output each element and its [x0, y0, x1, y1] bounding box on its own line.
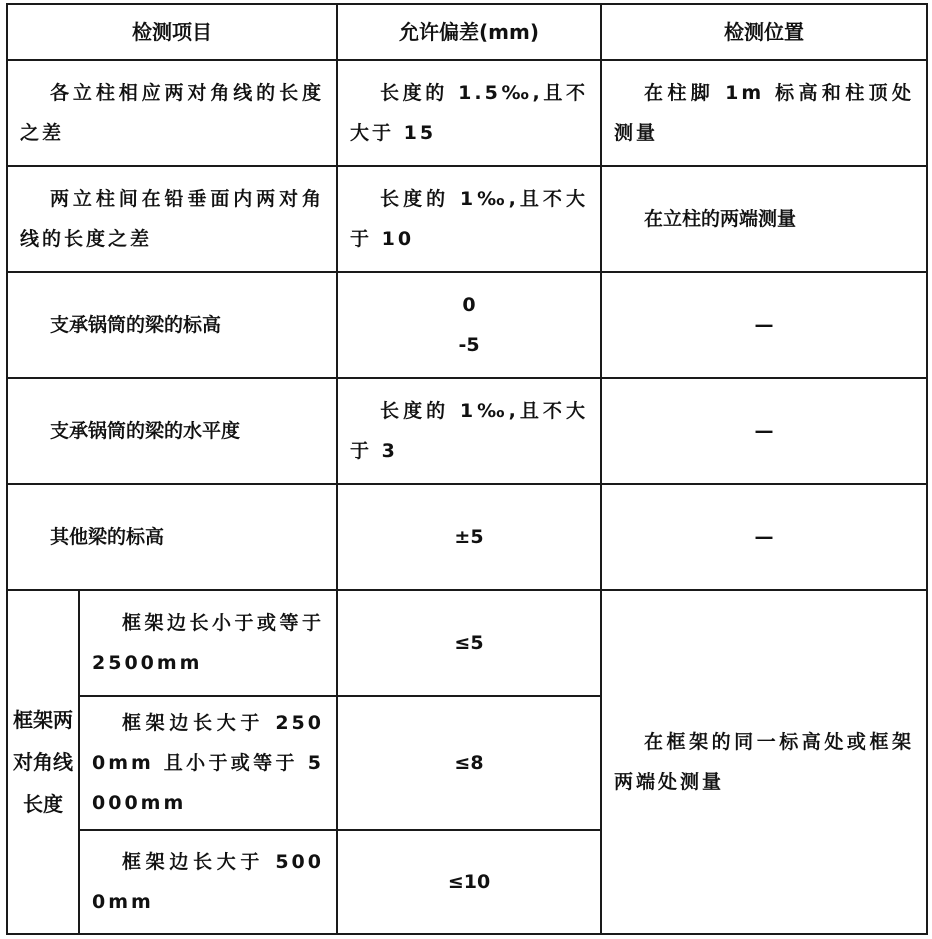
table-row	[7, 60, 927, 166]
frame-subrow-item: 框架边长大于 2500mm 且小于或等于 5000mm	[79, 696, 337, 830]
frame-subrow-tolerance: ≤10	[337, 830, 601, 934]
frame-group-location: 在框架的同一标高处或框架两端处测量	[601, 590, 927, 934]
row-tolerance: 长度的 1‰,且不大于 10	[337, 166, 601, 272]
header-item: 检测项目	[7, 4, 337, 60]
row-item: 支承锅筒的梁的水平度	[7, 378, 337, 484]
frame-subrow-item: 框架边长大于 5000mm	[79, 830, 337, 934]
frame-subrow-item: 框架边长小于或等于 2500mm	[79, 590, 337, 696]
row-location: —	[601, 272, 927, 378]
row-tolerance: 长度的 1‰,且不大于 3	[337, 378, 601, 484]
table-row	[7, 378, 927, 484]
frame-subrow-tolerance: ≤5	[337, 590, 601, 696]
row-tolerance: 0 -5	[337, 272, 601, 378]
row-location: —	[601, 378, 927, 484]
header-row	[7, 4, 927, 60]
inspection-table	[6, 3, 928, 935]
row-tolerance: ±5	[337, 484, 601, 590]
frame-subrow-tolerance: ≤8	[337, 696, 601, 830]
row-location: 在立柱的两端测量	[601, 166, 927, 272]
row-item: 各立柱相应两对角线的长度之差	[7, 60, 337, 166]
frame-group-label: 框架两对角线长度	[7, 590, 79, 934]
row-tolerance: 长度的 1.5‰,且不大于 15	[337, 60, 601, 166]
row-location: —	[601, 484, 927, 590]
header-tolerance: 允许偏差(mm)	[337, 4, 601, 60]
row-location: 在柱脚 1m 标高和柱顶处测量	[601, 60, 927, 166]
table-row	[7, 590, 927, 696]
row-item: 两立柱间在铅垂面内两对角线的长度之差	[7, 166, 337, 272]
table-row	[7, 272, 927, 378]
row-item: 支承锅筒的梁的标高	[7, 272, 337, 378]
table-row	[7, 484, 927, 590]
table-row	[7, 166, 927, 272]
row-item: 其他梁的标高	[7, 484, 337, 590]
header-location: 检测位置	[601, 4, 927, 60]
